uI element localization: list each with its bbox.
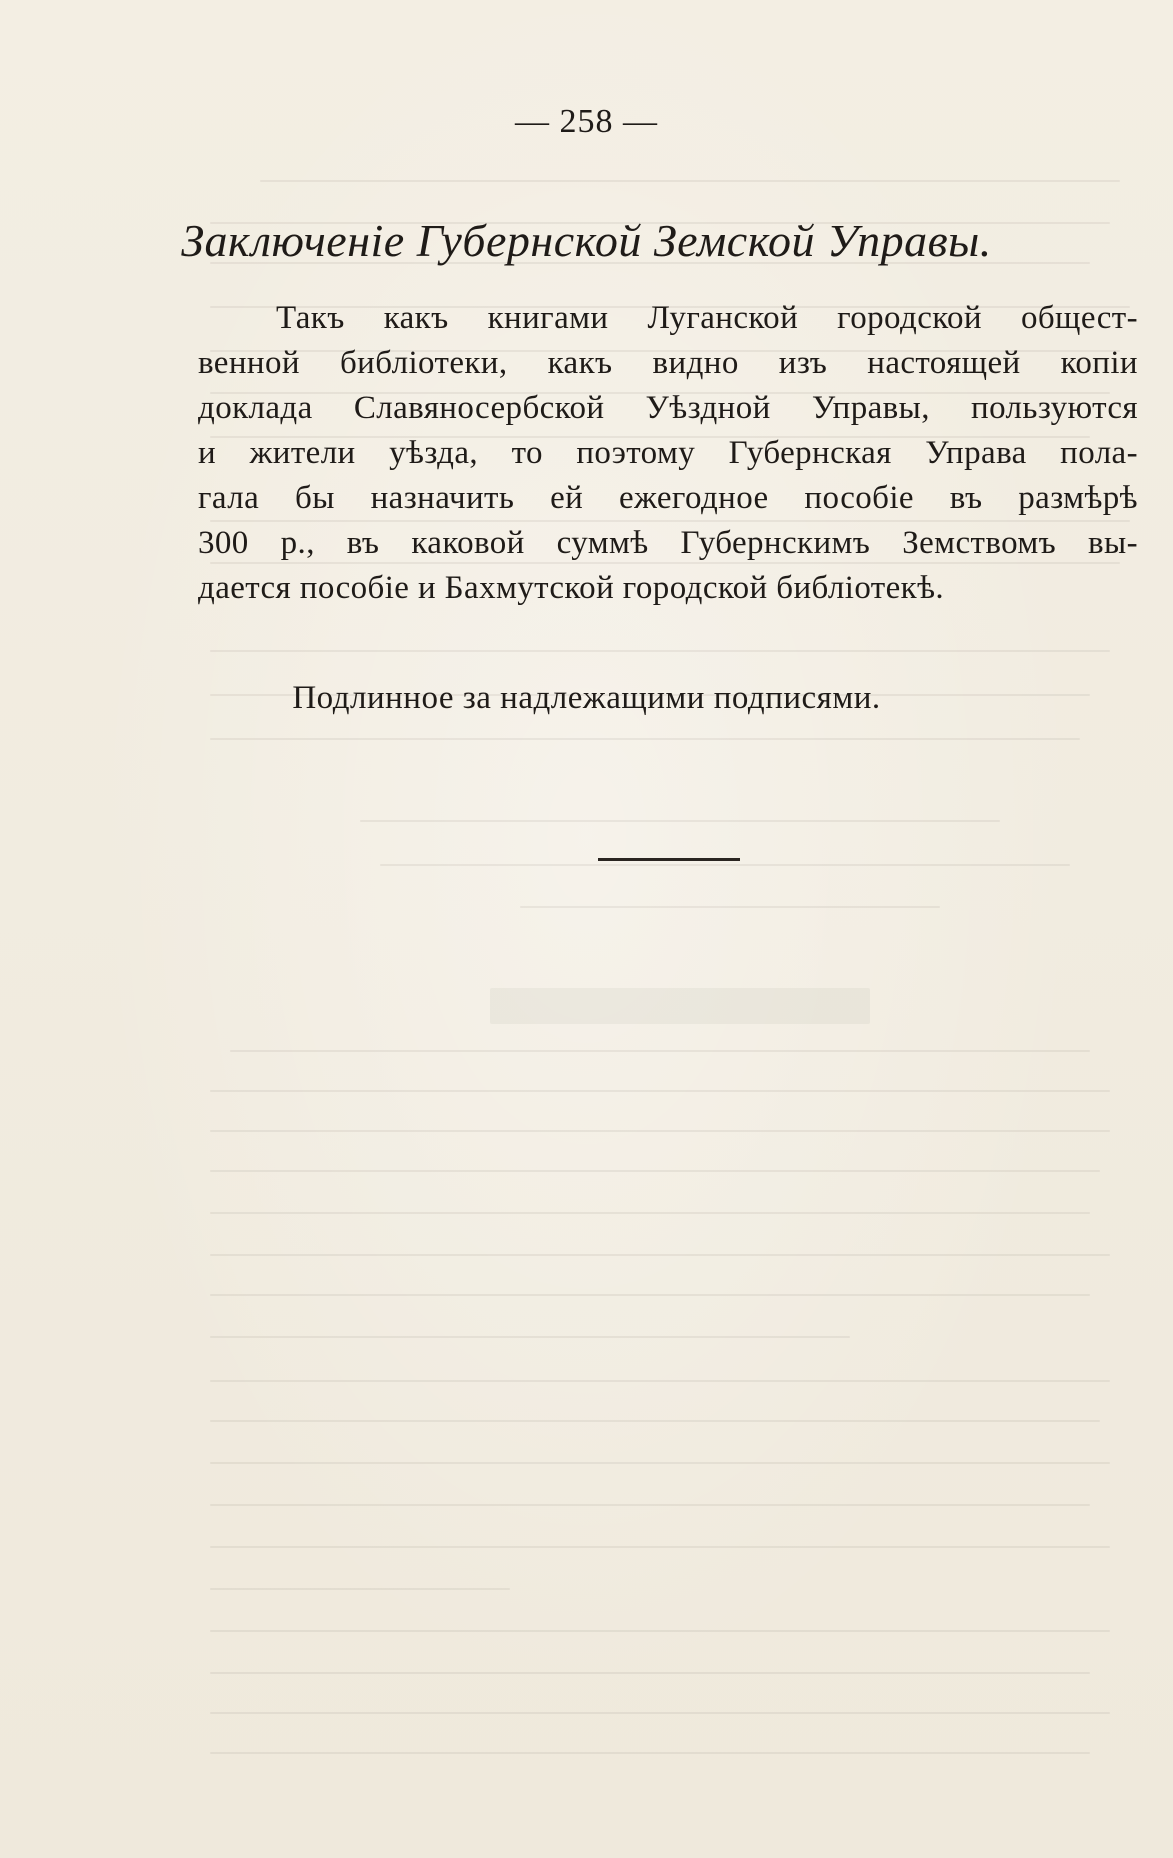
section-heading: Заключеніе Губернской Земской Управы. — [181, 215, 992, 266]
body-line: доклада Славяносербской Уѣздной Управы, пользуются — [198, 390, 1138, 426]
page-number: — 258 — — [515, 103, 658, 140]
body-line: 300 р., въ каковой суммѣ Губернскимъ Земствомъ вы- — [198, 525, 1138, 561]
closing-note: Подлинное за надлежащими подписями. — [292, 680, 881, 716]
body-line: гала бы назначить ей ежегодное пособіе въ размѣрѣ — [198, 480, 1138, 516]
body-line: и жители уѣзда, то поэтому Губернская Управа пола- — [198, 435, 1138, 471]
body-line: Такъ какъ книгами Луганской городской общест- — [276, 300, 1138, 336]
body-line: дается пособіе и Бахмутской городской библіотекѣ. — [198, 570, 945, 606]
section-divider — [598, 858, 740, 861]
body-line: венной библіотеки, какъ видно изъ настоящей копіи — [198, 345, 1138, 381]
body-paragraph — [198, 296, 1138, 611]
